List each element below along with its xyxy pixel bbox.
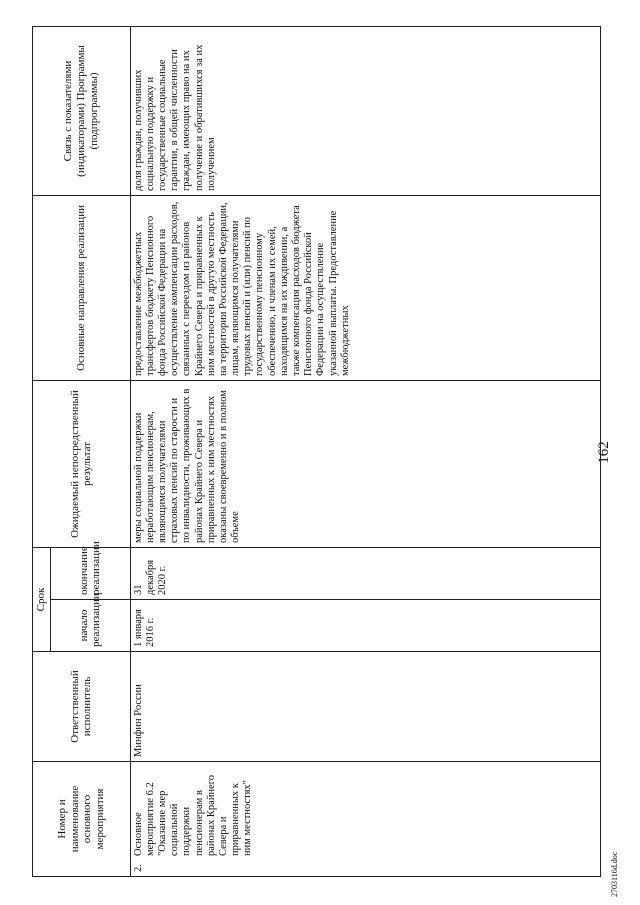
row-number: 2. (132, 864, 144, 872)
cell-number-name (130, 762, 600, 877)
cell-directions: предоставление межбюджетных трансфертов бюджету Пенсионного фонда Российской Федерации на осуществление компенсации расходов, связанных с переездом из районов Крайнего Севера и приравненных к ним местностей в другую местность на территории Российской Федерации, лицам, являющимся получателями трудовых пенсий и (или) пенсий по государственному пенсионному обеспечению, и членам их семей, находящимся на их иждивении, а также компенсация расходов бюджета Пенсионного фонда Российской Федерации на осуществление указанной выплаты. Предоставление межбюджетных (130, 196, 600, 381)
header-end: окончание реализации (50, 548, 130, 600)
header-number-name: Номер и наименование основного мероприятия (33, 762, 131, 877)
measure-name: Основное мероприятие 6.2 "Оказание мер социальной поддержки пенсионерам в районах Крайнего Севера и приравненных к ним местностях" (132, 774, 254, 856)
cell-link: доля граждан, получивших социальную поддержку и государственные социальные гарантии, в общей численности граждан, имеющих право на их получение и обратившихся за их получением (130, 27, 600, 196)
cell-end: 31 декабря 2020 г. (130, 548, 600, 600)
cell-start: 1 января 2016 г. (130, 600, 600, 652)
page-number: 162 (596, 441, 612, 464)
header-directions: Основные направления реализации (33, 196, 131, 381)
header-term: Срок (33, 548, 51, 652)
header-responsible: Ответственный исполнитель (33, 652, 131, 762)
table-row (130, 27, 600, 877)
header-link: Связь с показателями (индикаторами) Программы (подпрограммы) (33, 27, 131, 196)
cell-result: меры социальной поддержки неработающим пенсионерам, являющимся получателями страховых пенсий по старости и по инвалидности, проживающих в районах Крайнего Севера и приравненных к ним местностях оказаны своевременно и в полном объеме (130, 381, 600, 548)
document-reference: 2703116d.doc (610, 851, 619, 897)
header-start: начало реализации (50, 600, 130, 652)
header-result: Ожидаемый непосредственный результат (33, 381, 131, 548)
measures-table (32, 26, 601, 877)
cell-responsible: Минфин России (130, 652, 600, 762)
